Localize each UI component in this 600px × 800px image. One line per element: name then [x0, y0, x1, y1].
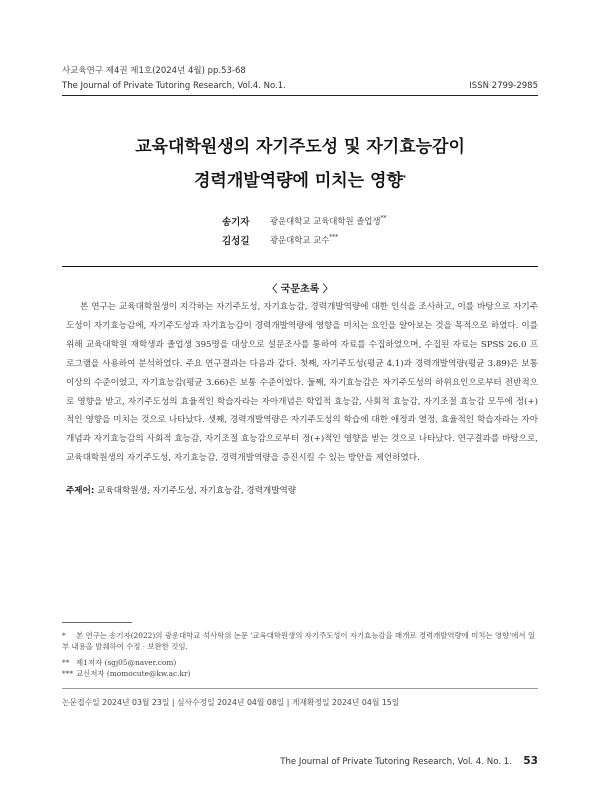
title-footnote-mark: * [402, 174, 407, 182]
author-affiliation-2-text: 광운대학교 교수 [270, 235, 330, 245]
footnote-3-text: 교신저자 (momocute@kw.ac.kr) [76, 669, 191, 678]
author-1-mark: ** [380, 215, 387, 223]
footnote-1 [62, 630, 538, 652]
footer-journal: The Journal of Private Tutoring Research, Vol. 4. No. 1. [280, 757, 512, 767]
paper-title-line2 [0, 166, 600, 191]
author-name-1: 송기자 [222, 217, 250, 228]
journal-info-ko: 사교육연구 제4권 제1호(2024년 4월) pp.53-68 [62, 66, 246, 76]
keywords [66, 484, 296, 496]
abstract-body: 본 연구는 교육대학원생이 지각하는 자기주도성, 자기효능감, 경력개발역량에 대한 인식을 조사하고, 이를 바탕으로 자기주도성이 자기효능감에, 자기주도성과 자기효능감이 경력개발역량에 영향을 미치는 요인을 알아보는 것을 목적으로 하였다. 이를 위해 교육대학원 재학생과 졸업생 395명을 대상으로 설문조사를 통하여 자료를 수집하였으며, 수집된 자료는 SPSS 26.0 프로그램을 사용하여 분석하였다. 주요 연구결과는 다음과 같다. 첫째, 자기주도성(평균 4.1)과 경력개발역량(평균 3.89)은 보통 이상의 수준이었고, 자기효능감(평균 3.66)은 보통 수준이었다. 둘째, 자기효능감은 자기주도성의 하위요인으로부터 전반적으로 영향을 받고, 자기주도성의 효율적인 학습자라는 자아개념은 학업적 효능감, 사회적 효능감, 자기조절 효능감 모두에 정(+)적인 영향을 미치는 것으로 나타났다. 셋째, 경력개발역량은 자기주도성의 학습에 대한 애정과 열정, 효율적인 학습자라는 자아개념과 자기효능감의 사회적 효능감, 자기조절 효능감으로부터 정(+)적인 영향을 받는 것으로 나타났다. 연구결과를 바탕으로, 교육대학원생의 자기주도성, 자기효능감, 경력개발역량을 증진시킬 수 있는 방안을 제언하였다. [66, 302, 538, 464]
keywords-value: 교육대학원생, 자기주도성, 자기효능감, 경력개발역량 [97, 486, 297, 496]
paper-title-line2-text: 경력개발역량에 미치는 영향 [193, 171, 403, 191]
footnote-rule [62, 622, 132, 623]
submission-dates: 논문접수일 2024년 03월 23일 | 심사수정일 2024년 04월 08일 | 게재확정일 2024년 04월 15일 [62, 698, 400, 707]
footnote-1-text: 본 연구는 송기자(2022)의 광운대학교 석사학위 논문 '교육대학원생의 자기주도성이 자기효능감을 매개로 경력개발역량에 미치는 영향'에서 일부 내용을 발췌하여 수정 · 보완한 것임. [62, 631, 535, 651]
footnote-1-mark: * [62, 631, 66, 640]
footnote-3 [62, 668, 538, 679]
issn: ISSN 2799-2985 [469, 81, 538, 91]
author-affiliation-1 [270, 215, 387, 227]
header-rule [62, 95, 538, 96]
keywords-label: 주제어: [66, 486, 95, 496]
author-2-mark: *** [329, 234, 339, 242]
paper-title-line1: 교육대학원생의 자기주도성 및 자기효능감이 [135, 137, 465, 157]
footnote-3-mark: *** [62, 669, 74, 678]
dates-rule [62, 688, 538, 689]
footnote-2-text: 제1저자 (sgj05@naver.com) [76, 658, 177, 667]
footnote-2 [62, 657, 538, 668]
author-affiliation-1-text: 광운대학교 교육대학원 졸업생 [270, 216, 381, 226]
author-rule [62, 266, 538, 267]
page-number: 53 [523, 755, 538, 767]
author-affiliation-2 [270, 234, 338, 246]
journal-info-en: The Journal of Private Tutoring Research, Vol.4. No.1. [62, 81, 286, 91]
author-name-2: 김성길 [222, 236, 250, 247]
footnote-2-mark: ** [62, 658, 70, 667]
abstract-heading: 〈 국문초록 〉 [267, 284, 333, 295]
